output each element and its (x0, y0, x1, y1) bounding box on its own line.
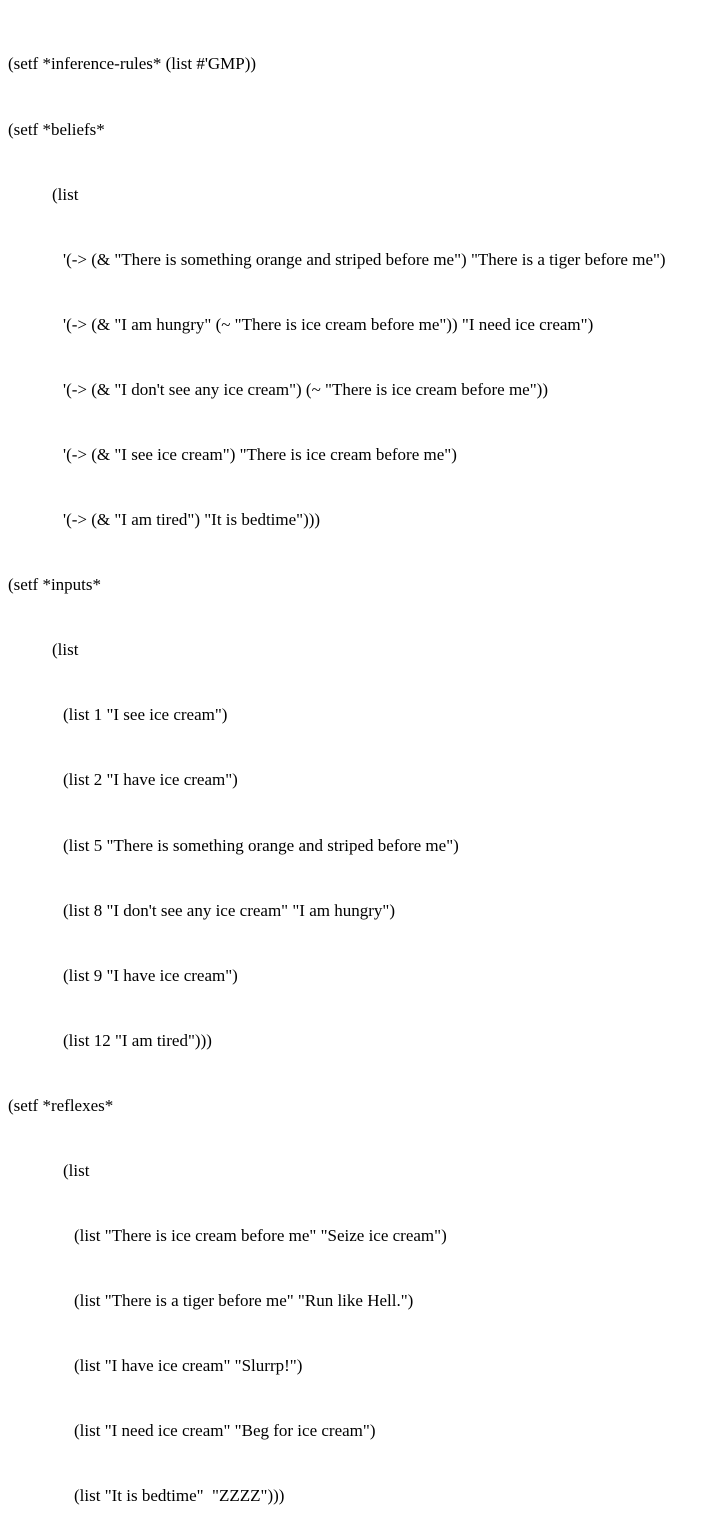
code-line: (list 9 "I have ice cream") (63, 965, 238, 985)
code-line: (list 5 "There is something orange and striped before me") (63, 835, 459, 855)
code-line: (list 8 "I don't see any ice cream" "I am hungry") (63, 900, 395, 920)
code-line: '(-> (& "I am tired") "It is bedtime"))) (63, 510, 321, 530)
code-line: (list "There is a tiger before me" "Run like Hell.") (74, 1291, 414, 1311)
code-line: (list (52, 640, 79, 660)
code-line: (list "I need ice cream" "Beg for ice cream") (74, 1421, 376, 1441)
code-line: '(-> (& "I am hungry" (~ "There is ice cream before me")) "I need ice cream") (63, 314, 594, 334)
code-line: (setf *reflexes* (8, 1095, 114, 1115)
code-listing (8, 10, 666, 1529)
code-line: (list 1 "I see ice cream") (63, 705, 228, 725)
code-line: (list 2 "I have ice cream") (63, 770, 238, 790)
code-line: (list (63, 1161, 90, 1180)
code-line: (list "It is bedtime" "ZZZZ"))) (74, 1486, 285, 1506)
code-line: (setf *beliefs* (8, 119, 105, 139)
code-line: (setf *inputs* (8, 575, 102, 595)
code-line: (setf *inference-rules* (list #'GMP)) (8, 54, 257, 74)
code-line: '(-> (& "I don't see any ice cream") (~ "There is ice cream before me")) (63, 379, 548, 399)
code-line: (list 12 "I am tired"))) (63, 1030, 212, 1050)
code-line: (list (52, 184, 79, 204)
code-line: (list "There is ice cream before me" "Seize ice cream") (74, 1226, 447, 1246)
code-line: '(-> (& "I see ice cream") "There is ice cream before me") (63, 444, 457, 464)
code-line: '(-> (& "There is something orange and striped before me") "There is a tiger before me") (63, 249, 666, 269)
code-line: (list "I have ice cream" "Slurrp!") (74, 1356, 303, 1376)
